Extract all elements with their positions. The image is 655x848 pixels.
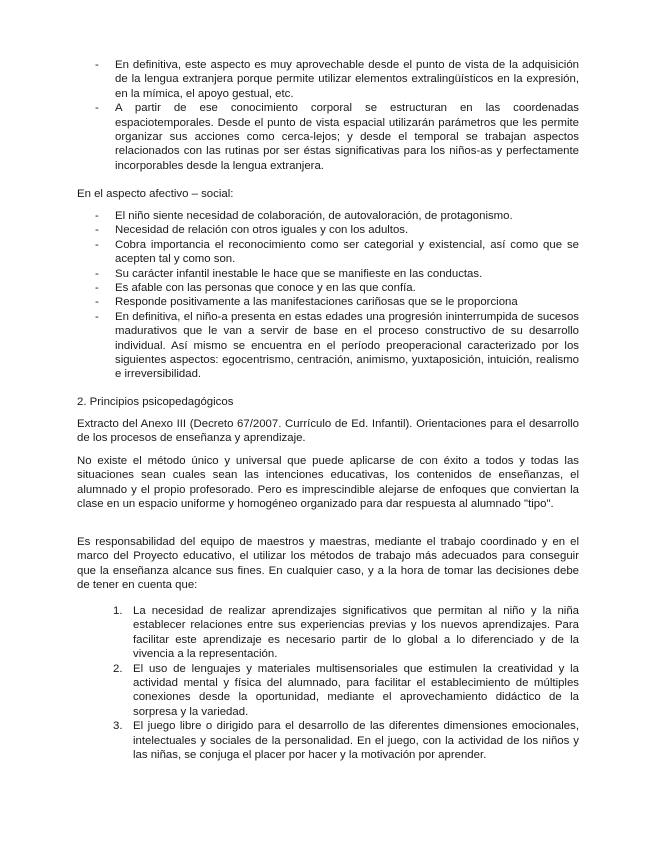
- bullet-dash: -: [95, 238, 99, 251]
- bullet-dash: -: [95, 310, 99, 323]
- list-item-text: En definitiva, el niño-a presenta en estas edades una progresión ininterrumpida de sucesos madurativos que le van a servir de base en el proceso constructivo de su desarrollo individual. Así mismo se encuentra en el período preoperacional caracterizado por los siguientes aspectos: egocentrismo, centración, animismo, yuxtaposición, intuición, realismo e irreversibilidad.: [115, 310, 579, 381]
- motor-aspect-list: [77, 58, 579, 173]
- item-number: 1.: [113, 605, 123, 617]
- bullet-dash: -: [95, 59, 99, 71]
- list-item: [77, 223, 579, 237]
- numbered-item: [77, 662, 579, 720]
- list-item: [77, 101, 579, 173]
- list-item-text: Cobra importancia el reconocimiento como ser categorial y existencial, así como que se acepten tal y como son.: [115, 238, 579, 266]
- numbered-item-text: El uso de lenguajes y materiales multisensoriales que estimulen la creatividad y la actividad mental y física del alumnado, para facilitar el establecimiento de múltiples conexiones desde la oportunidad, mediante el aprovechamiento didáctico de la sorpresa y la variedad.: [133, 662, 579, 718]
- list-item-text: Responde positivamente a las manifestaciones cariñosas que se le proporciona: [115, 296, 518, 309]
- bullet-dash: -: [95, 282, 99, 295]
- paragraph-extracto: Extracto del Anexo III (Decreto 67/2007. Currículo de Ed. Infantil). Orientaciones para el desarrollo de los procesos de enseñanza y aprendizaje.: [77, 418, 579, 445]
- list-item-text: Necesidad de relación con otros iguales y con los adultos.: [115, 224, 409, 237]
- section-heading-principios: 2. Principios psicopedagógicos: [77, 396, 234, 408]
- numbered-item-text: El juego libre o dirigido para el desarrollo de las diferentes dimensiones emocionales, intelectuales y sociales de la personalidad. En el juego, con la actividad de los niños y las niñas, se conjuga el placer por hacer y la motivación por aprender.: [133, 720, 579, 762]
- list-item: [77, 267, 579, 281]
- affective-social-list: [77, 209, 579, 382]
- numbered-item-text: La necesidad de realizar aprendizajes significativos que permitan al niño y la niña establecer relaciones entre sus experiencias previas y los nuevos aprendizajes. Para facilitar este aprendizaje es necesario partir de lo global a lo diferenciado y de la vivencia a la representación.: [133, 605, 579, 661]
- list-item-text: En definitiva, este aspecto es muy aprovechable desde el punto de vista de la adquisición de la lengua extranjera porque permite utilizar elementos extralingüísticos en la expresión, en la mímica, el apoyo gestual, etc.: [115, 59, 579, 100]
- list-item: [77, 58, 579, 101]
- list-item-text: Su carácter infantil inestable le hace que se manifieste en las conductas.: [115, 267, 483, 280]
- numbered-list: [77, 604, 579, 762]
- bullet-dash: -: [95, 224, 99, 237]
- bullet-dash: -: [95, 102, 99, 115]
- affective-social-heading: En el aspecto afectivo – social:: [77, 188, 234, 200]
- paragraph-no-existe: No existe el método único y universal que puede aplicarse de con éxito a todos y todas las situaciones sean cuales sean las intenciones educativas, los contenidos de enseñanzas, el alumnado y el propio profesorado. Pero es imprescindible alejarse de enfoques que conviertan la clase en un espacio uniforme y homogéneo organizado para dar respuesta al alumnado "tipo".: [77, 455, 579, 511]
- item-number: 3.: [113, 720, 123, 733]
- bullet-dash: -: [95, 296, 99, 309]
- list-item: [77, 310, 579, 382]
- list-item-text: A partir de ese conocimiento corporal se estructuran en las coordenadas espaciotemporales. Desde el punto de vista espacial utilizarán parámetros que les permite organizar sus acciones como cerca-lejos; y desde el temporal se trabajan aspectos relacionados con las rutinas por ser éstas significativas para los niños-as y perfectamente incorporables desde la lengua extranjera.: [115, 102, 579, 172]
- item-number: 2.: [113, 662, 123, 675]
- list-item: [77, 209, 579, 223]
- list-item-text: Es afable con las personas que conoce y en las que confía.: [115, 282, 416, 295]
- list-item: [77, 295, 579, 309]
- bullet-dash: -: [95, 267, 99, 280]
- bullet-dash: -: [95, 210, 99, 222]
- numbered-item: [77, 719, 579, 762]
- numbered-item: [77, 604, 579, 662]
- list-item: [77, 238, 579, 267]
- paragraph-responsabilidad: Es responsabilidad del equipo de maestros y maestras, mediante el trabajo coordinado y en el marco del Proyecto educativo, el utilizar los métodos de trabajo más adecuados para conseguir que la enseñanza alcance sus fines. En cualquier caso, y a la hora de tomar las decisiones debe de tener en cuenta que:: [77, 536, 579, 592]
- list-item: [77, 281, 579, 295]
- list-item-text: El niño siente necesidad de colaboración, de autovaloración, de protagonismo.: [115, 210, 513, 222]
